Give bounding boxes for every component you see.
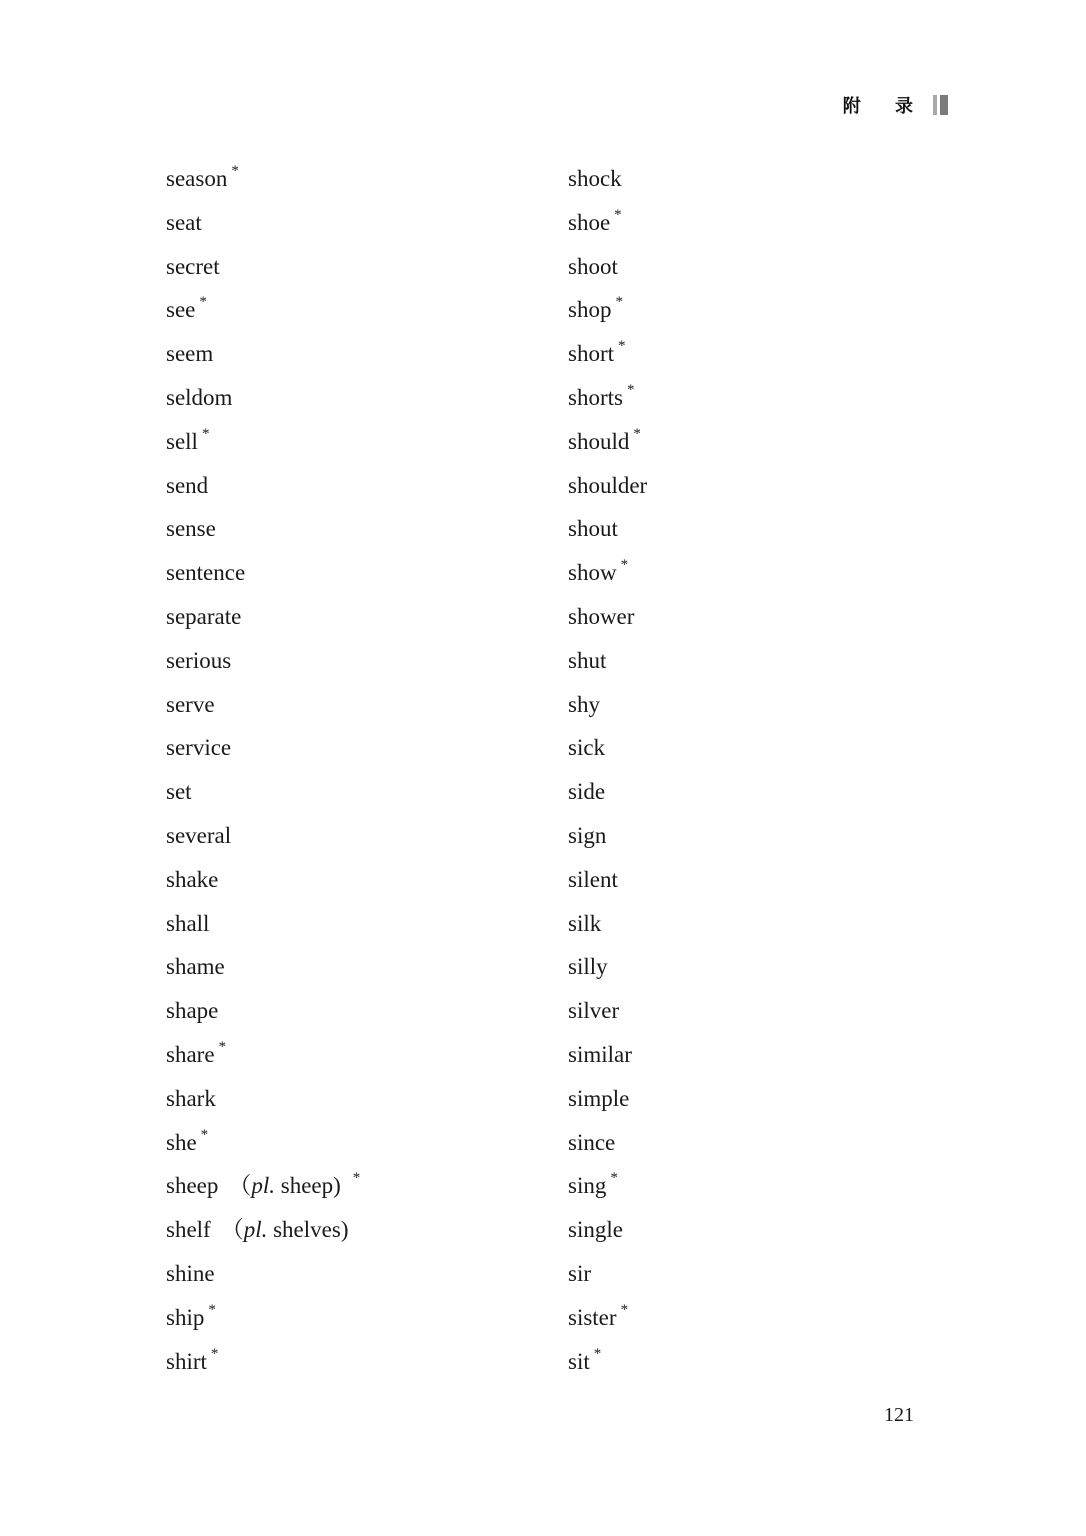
word-entry	[568, 1208, 928, 1252]
word: ship	[166, 1304, 205, 1330]
word-entry	[568, 1164, 928, 1208]
word-entry	[568, 902, 928, 946]
word: sing	[568, 1173, 607, 1199]
word: silly	[568, 954, 608, 980]
word: similar	[568, 1041, 632, 1067]
word-entry	[166, 332, 526, 376]
word: sick	[568, 735, 606, 761]
word: shoot	[568, 253, 618, 279]
core-word-star-mark: *	[620, 557, 629, 574]
word: shop	[568, 297, 612, 323]
word: several	[166, 822, 232, 848]
word-entry	[166, 464, 526, 508]
word-entry	[166, 858, 526, 902]
word: silver	[568, 998, 620, 1024]
word-entry	[166, 1340, 526, 1384]
word-entry	[568, 1340, 928, 1384]
word: shine	[166, 1260, 215, 1286]
page-header	[843, 92, 948, 118]
word-entry	[166, 595, 526, 639]
word: set	[166, 779, 192, 805]
word: serve	[166, 691, 215, 717]
core-word-star-mark: *	[200, 1126, 209, 1143]
word: sit	[568, 1348, 590, 1374]
word-entry	[166, 201, 526, 245]
word-entry	[166, 288, 526, 332]
word-entry	[166, 1252, 526, 1296]
word-entry	[568, 464, 928, 508]
word: silk	[568, 910, 602, 936]
plural-label: pl.	[243, 1217, 268, 1243]
word: shelf	[166, 1217, 211, 1243]
core-word-star-mark: *	[231, 163, 239, 179]
word-entry	[166, 683, 526, 727]
word-entry	[568, 726, 928, 770]
word-entry	[568, 201, 928, 245]
core-word-star-mark: *	[614, 206, 622, 223]
word-entry	[166, 1033, 526, 1077]
word: sir	[568, 1260, 591, 1286]
word-entry	[166, 1208, 526, 1252]
word: short	[568, 341, 614, 367]
word: sheep	[166, 1173, 219, 1199]
word: sister	[568, 1304, 617, 1330]
word-entry	[166, 945, 526, 989]
word-entry	[166, 507, 526, 551]
word: shout	[568, 516, 618, 542]
word: shall	[166, 910, 210, 936]
core-word-star-mark: *	[593, 1345, 602, 1362]
word: serious	[166, 647, 232, 673]
word: seldom	[166, 384, 233, 410]
word: sign	[568, 822, 607, 848]
word-entry	[166, 726, 526, 770]
word-entry	[166, 376, 526, 420]
word: shock	[568, 166, 622, 191]
word-entry	[166, 157, 526, 201]
word: single	[568, 1217, 623, 1243]
word-entry	[166, 989, 526, 1033]
section-title: 附 录	[842, 96, 927, 117]
word-entry	[166, 1296, 526, 1340]
word-entry	[166, 639, 526, 683]
word: shark	[166, 1085, 216, 1111]
core-word-star-mark: *	[218, 1038, 227, 1055]
word: shirt	[166, 1348, 207, 1374]
plural-label: pl.	[251, 1173, 276, 1199]
word-entry	[568, 989, 928, 1033]
core-word-star-mark: *	[352, 1170, 361, 1187]
word-entry	[166, 551, 526, 595]
header-bar-thick	[940, 95, 948, 115]
word: sell	[166, 428, 198, 454]
word: side	[568, 779, 606, 805]
word: shame	[166, 954, 225, 980]
word-entry	[568, 376, 928, 420]
header-bars-decoration	[933, 95, 948, 115]
word-entry	[568, 1121, 928, 1165]
word-entry	[568, 1077, 928, 1121]
word: separate	[166, 603, 242, 629]
word: should	[568, 428, 630, 454]
word-entry	[166, 1164, 526, 1208]
word-entry	[568, 420, 928, 464]
word: shorts	[568, 384, 623, 410]
word: service	[166, 735, 232, 761]
core-word-star-mark: *	[201, 425, 210, 442]
word-entry	[568, 945, 928, 989]
word-entry	[568, 507, 928, 551]
word: simple	[568, 1085, 630, 1111]
word-entry	[568, 157, 928, 201]
plural-open-paren: （	[228, 1173, 252, 1199]
word-entry	[568, 1252, 928, 1296]
word-entry	[166, 902, 526, 946]
word: shoe	[568, 209, 611, 235]
word: shower	[568, 603, 635, 629]
word-entry	[568, 770, 928, 814]
core-word-star-mark: *	[210, 1345, 219, 1362]
word: see	[166, 297, 196, 323]
word-entry	[568, 1033, 928, 1077]
word: silent	[568, 866, 618, 892]
word-entry	[568, 288, 928, 332]
word: show	[568, 560, 617, 586]
word-entry	[568, 332, 928, 376]
word: shake	[166, 866, 219, 892]
word-entry	[166, 1121, 526, 1165]
word-list-left-column	[166, 157, 526, 1383]
word-entry	[166, 814, 526, 858]
word: seem	[166, 341, 214, 367]
word: shape	[166, 998, 219, 1024]
core-word-star-mark: *	[615, 294, 623, 311]
word: shy	[568, 691, 600, 717]
core-word-star-mark: *	[199, 294, 207, 311]
plural-form: shelves)	[267, 1217, 349, 1243]
plural-form: sheep)	[275, 1173, 341, 1199]
word: sense	[166, 516, 216, 542]
header-bar-thin	[933, 95, 937, 115]
word-entry	[166, 245, 526, 289]
plural-open-paren: （	[220, 1217, 244, 1243]
word: shoulder	[568, 472, 648, 498]
word-entry	[568, 245, 928, 289]
word-entry	[568, 814, 928, 858]
core-word-star-mark: *	[620, 1301, 629, 1318]
word: shut	[568, 647, 607, 673]
word: send	[166, 472, 209, 498]
core-word-star-mark: *	[610, 1170, 618, 1187]
word-entry	[568, 683, 928, 727]
word-entry	[568, 595, 928, 639]
core-word-star-mark: *	[626, 381, 635, 398]
word-entry	[568, 551, 928, 595]
word: since	[568, 1129, 616, 1155]
core-word-star-mark: *	[633, 425, 641, 442]
word: season	[166, 166, 228, 191]
word-entry	[166, 770, 526, 814]
word: she	[166, 1129, 197, 1155]
word-entry	[166, 1077, 526, 1121]
word: share	[166, 1041, 215, 1067]
word: secret	[166, 253, 220, 279]
word-entry	[568, 858, 928, 902]
word-entry	[568, 1296, 928, 1340]
word-entry	[568, 639, 928, 683]
word-list-right-column	[568, 157, 928, 1383]
core-word-star-mark: *	[618, 338, 626, 355]
word: seat	[166, 209, 202, 235]
word: sentence	[166, 560, 246, 586]
word-entry	[166, 420, 526, 464]
page-number: 121	[884, 1404, 914, 1426]
core-word-star-mark: *	[208, 1301, 216, 1318]
